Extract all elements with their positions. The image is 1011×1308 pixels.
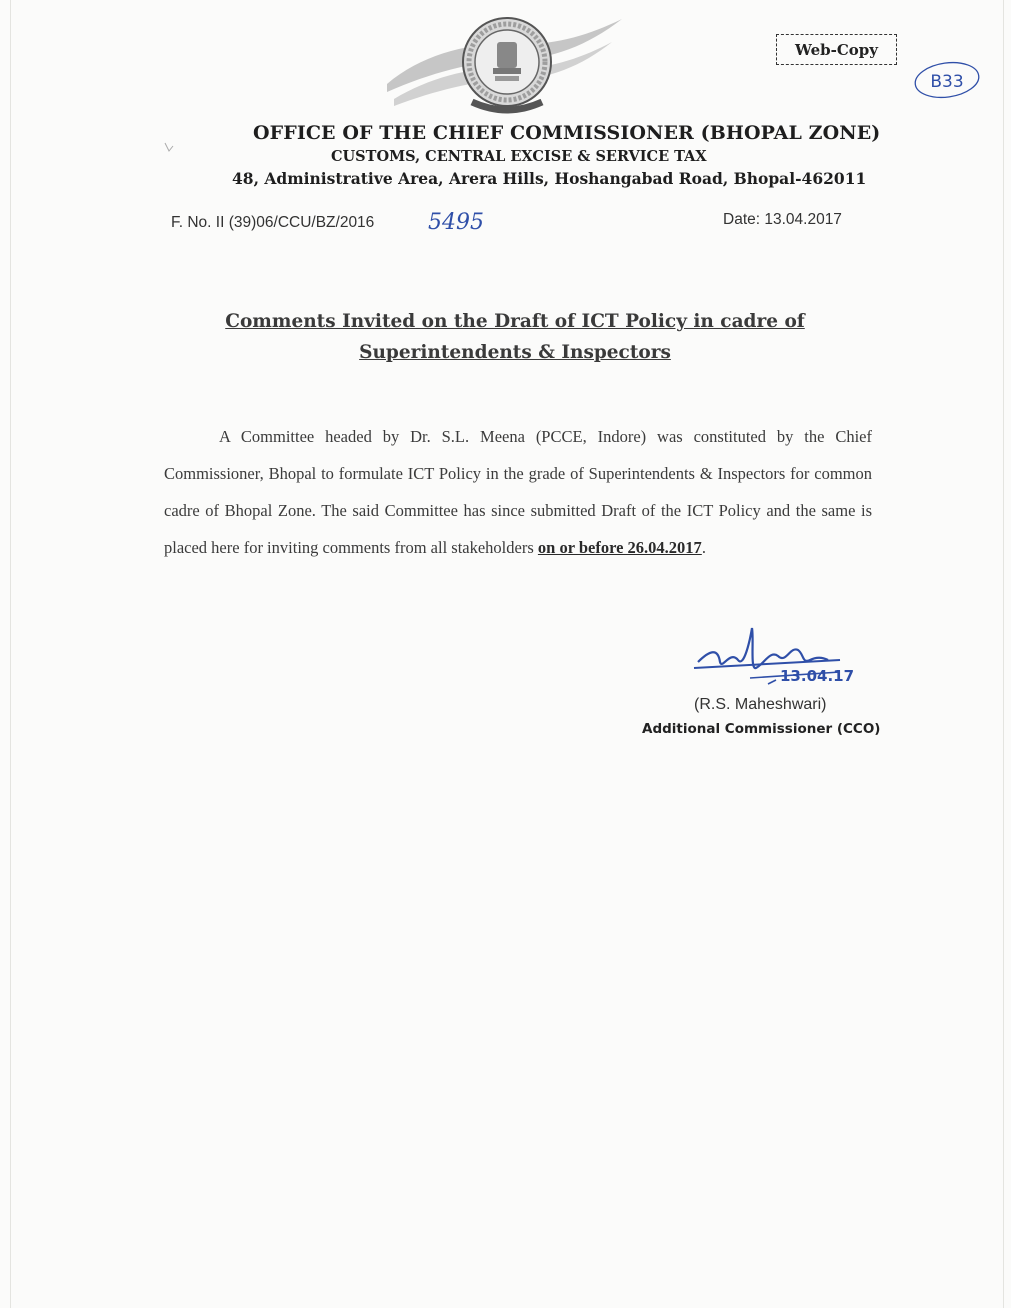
- web-copy-stamp: Web-Copy: [776, 34, 897, 65]
- body-paragraph: A Committee headed by Dr. S.L. Meena (PCCE, Indore) was constituted by the Chief Commissioner, Bhopal to formulate ICT Policy in the grade of Superintendents & Inspectors for common cadre of Bhopal Zone. The said Committee has since submitted Draft of the ICT Policy and the same is placed here for inviting comments from all stakeholders: [164, 427, 872, 557]
- document-date: Date: 13.04.2017: [723, 211, 842, 228]
- handwritten-dispatch-number: 5495: [428, 210, 484, 235]
- office-address: 48, Administrative Area, Arera Hills, Hoshangabad Road, Bhopal-462011: [232, 169, 867, 188]
- signatory-name: (R.S. Maheshwari): [694, 696, 827, 713]
- customs-emblem-icon: [382, 14, 632, 124]
- file-number: F. No. II (39)06/CCU/BZ/2016: [171, 214, 375, 231]
- scan-edge-left: [10, 0, 11, 1308]
- signature-scribble: [690, 620, 860, 700]
- paragraph-ending: .: [701, 538, 706, 557]
- office-title: OFFICE OF THE CHIEF COMMISSIONER (BHOPAL ZONE): [253, 122, 881, 144]
- signatory-designation: Additional Commissioner (CCO): [642, 721, 881, 737]
- body-paragraph-block: [164, 418, 872, 566]
- handwritten-page-number-stamp: [912, 60, 982, 102]
- department-title: CUSTOMS, CENTRAL EXCISE & SERVICE TAX: [331, 148, 707, 165]
- page-number-text: B33: [930, 72, 964, 92]
- scan-edge-right: [1003, 0, 1004, 1308]
- scan-speck: [163, 140, 175, 154]
- deadline-text: on or before 26.04.2017: [537, 538, 702, 557]
- handwritten-signature-date: 13.04.17: [780, 667, 855, 685]
- subject-heading: Comments Invited on the Draft of ICT Policy in cadre of Superintendents & Inspectors: [225, 311, 805, 363]
